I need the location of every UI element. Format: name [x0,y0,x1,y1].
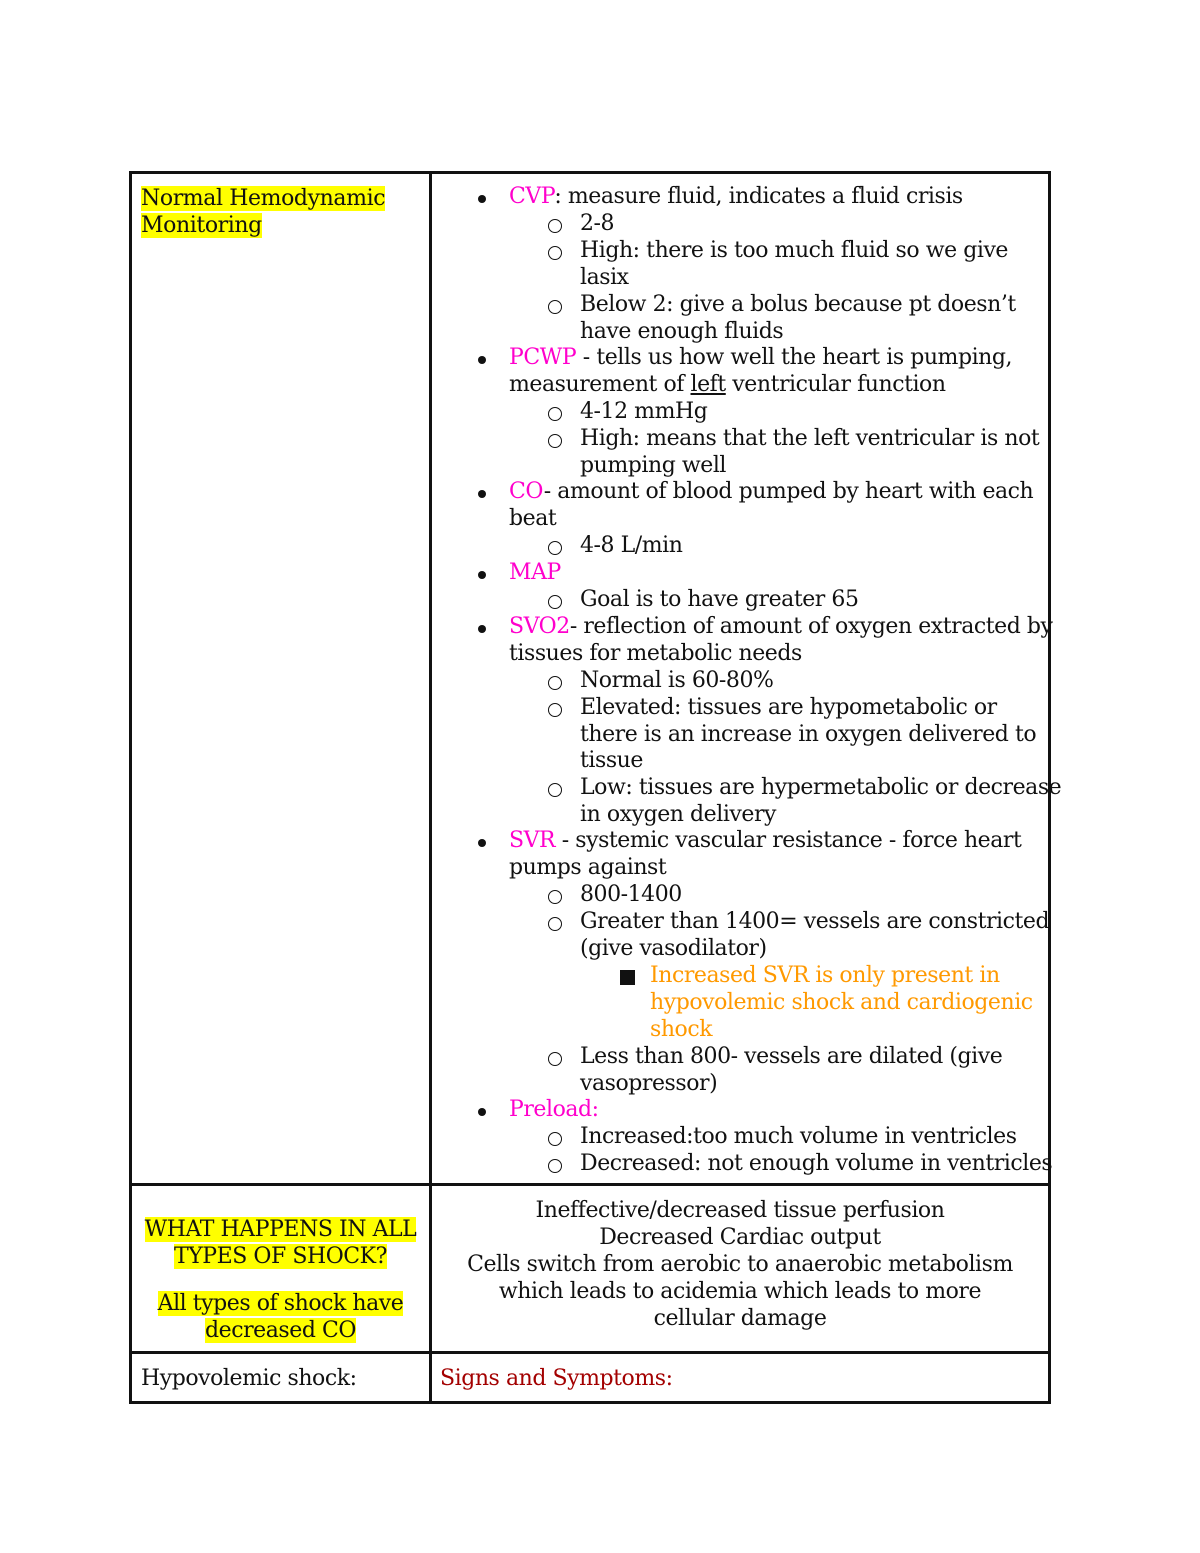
table-row-hemodynamic [131,173,1050,1185]
cvp-item [509,183,963,210]
pcwp-term: PCWP [509,345,577,370]
cell-shock-answer [431,1185,1050,1353]
cvp-term: CVP [509,184,555,209]
preload-decreased: Decreased: not enough volume in ventricles [580,1151,1053,1176]
pcwp-desc-2a: measurement of [509,372,691,397]
map-goal: Goal is to have greater 65 [580,587,859,612]
cell-hemodynamic-title [131,173,431,1185]
cell-shock-question [131,1185,431,1353]
circle-bullet-icon [548,595,562,609]
answer-text-2: Decreased Cardiac output [599,1225,881,1250]
co-range: 4-8 L/min [580,533,683,558]
table-row-hypovolemic [131,1353,1050,1403]
hemodynamic-title [132,174,429,239]
circle-bullet-icon [548,219,562,233]
co-item [509,478,1033,505]
svr-note-2: hypovolemic shock and cardiogenic [650,990,1033,1015]
circle-bullet-icon [548,917,562,931]
answer-text-5: cellular damage [653,1306,827,1331]
svr-range: 800-1400 [580,882,682,907]
cell-signs-symptoms [431,1353,1050,1403]
hemodynamic-list [432,174,1062,1180]
circle-bullet-icon [548,407,562,421]
answer-line-2: decreased CO [205,1318,356,1343]
hypovolemic-title: Hypovolemic shock: [141,1366,357,1391]
svr-item [509,827,1021,854]
circle-bullet-icon [548,703,562,717]
circle-bullet-icon [548,890,562,904]
pcwp-high-2: pumping well [580,453,727,478]
circle-bullet-icon [548,246,562,260]
bullet-icon [478,839,486,847]
svo2-elevated-2: there is an increase in oxygen delivered to [580,722,1037,747]
svo2-low-2: in oxygen delivery [580,802,777,827]
svo2-item [509,613,1053,640]
shock-answer [432,1186,1048,1332]
title-line-1: Normal Hemodynamic [141,186,386,211]
answer-text-3: Cells switch from aerobic to anaerobic metabolism [467,1252,1013,1277]
shock-question [132,1186,429,1344]
cvp-range: 2-8 [580,211,615,236]
bullet-icon [478,571,486,579]
circle-bullet-icon [548,1132,562,1146]
svo2-elevated-1: Elevated: tissues are hypometabolic or [580,695,997,720]
question-line-2: TYPES OF SHOCK? [173,1244,388,1269]
cell-hemodynamic-list [431,173,1062,1185]
svr-note-3: shock [650,1017,713,1042]
bullet-icon [478,195,486,203]
cvp-low-2: have enough fluids [580,319,784,344]
notes-table [129,171,1062,1404]
bullet-icon [478,1108,486,1116]
co-term: CO [509,479,544,504]
answer-text-4: which leads to acidemia which leads to more [498,1279,982,1304]
answer-text-1: Ineffective/decreased tissue perfusion [535,1198,945,1223]
circle-bullet-icon [548,676,562,690]
svo2-term: SVO2 [509,614,570,639]
circle-bullet-icon [548,1159,562,1173]
cvp-high-1: High: there is too much fluid so we give [580,238,1008,263]
cvp-low-1: Below 2: give a bolus because pt doesn’t [580,292,1016,317]
pcwp-desc-2b: ventricular function [725,372,946,397]
bullet-icon [478,490,486,498]
co-desc-1: - amount of blood pumped by heart with each [543,479,1034,504]
pcwp-desc-2 [509,371,946,398]
question-line-1: WHAT HAPPENS IN ALL [144,1217,417,1242]
answer-line-1: All types of shock have [157,1291,404,1316]
map-term: MAP [509,560,561,585]
square-bullet-icon [620,970,635,985]
cvp-desc: : measure fluid, indicates a fluid crisis [554,184,963,209]
cvp-high-2: lasix [580,265,629,290]
svr-desc-1: - systemic vascular resistance - force heart [555,828,1022,853]
circle-bullet-icon [548,300,562,314]
bullet-icon [478,625,486,633]
svo2-low-1: Low: tissues are hypermetabolic or decrease [580,775,1062,800]
pcwp-desc-left: left [690,372,726,397]
svo2-desc-1: - reflection of amount of oxygen extracted by [569,614,1053,639]
svr-high-2: (give vasodilator) [580,936,767,961]
pcwp-item [509,344,1012,371]
preload-term: Preload: [509,1097,599,1122]
circle-bullet-icon [548,783,562,797]
signs-symptoms-heading: Signs and Symptoms: [440,1366,673,1391]
svr-desc-2: pumps against [509,855,667,880]
circle-bullet-icon [548,1052,562,1066]
svo2-desc-2: tissues for metabolic needs [509,641,802,666]
circle-bullet-icon [548,541,562,555]
svr-low-1: Less than 800- vessels are dilated (give [580,1044,1003,1069]
svr-low-2: vasopressor) [580,1071,718,1096]
table-row-shock [131,1185,1050,1353]
co-desc-2: beat [509,506,557,531]
svr-note-1: Increased SVR is only present in [650,963,1000,988]
pcwp-range: 4-12 mmHg [580,399,708,424]
preload-increased: Increased:too much volume in ventricles [580,1124,1017,1149]
title-line-2: Monitoring [141,213,262,238]
svo2-normal: Normal is 60-80% [580,668,774,693]
cell-hypovolemic-title [131,1353,431,1403]
svr-high-1: Greater than 1400= vessels are constricted [580,909,1050,934]
pcwp-desc-1: - tells us how well the heart is pumping, [576,345,1013,370]
pcwp-high-1: High: means that the left ventricular is not [580,426,1040,451]
svo2-elevated-3: tissue [580,748,643,773]
bullet-icon [478,356,486,364]
svr-term: SVR [509,828,556,853]
circle-bullet-icon [548,434,562,448]
